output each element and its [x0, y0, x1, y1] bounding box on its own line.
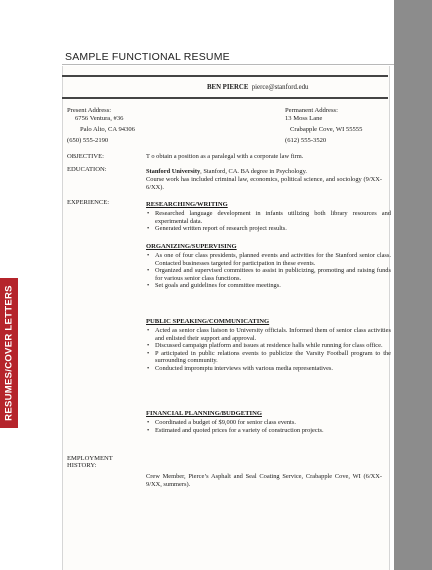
employment-label: EMPLOYMENT HISTORY:	[67, 455, 113, 470]
section-list-researching	[146, 210, 391, 233]
present-address-label: Present Address:	[67, 107, 112, 114]
category-label: RESUMES/COVER LETTERS	[3, 285, 15, 421]
experience-label: EXPERIENCE:	[67, 199, 110, 206]
header-bottom-rule	[62, 97, 388, 99]
page-title: SAMPLE FUNCTIONAL RESUME	[65, 51, 230, 63]
list-item: • Set goals and guidelines for committee meetings.	[155, 282, 391, 290]
section-title-financial: FINANCIAL PLANNING/BUDGETING	[146, 410, 262, 417]
list-item: • As one of four class presidents, planned events and activities for the Stanford senior class. Contacted businesses targeted for participation in these events.	[155, 252, 391, 267]
permanent-phone: (612) 555-3520	[285, 137, 327, 144]
objective-label: OBJECTIVE:	[67, 153, 104, 160]
employment-text: Crew Member, Pierce’s Asphalt and Seal Coating Service, Crabapple Cove, WI (6/XX-9/XX, summers).	[146, 473, 382, 488]
present-city: Palo Alto, CA 94306	[80, 126, 135, 133]
list-item: • Conducted impromptu interviews with various media representatives.	[155, 365, 391, 373]
present-phone: (650) 555-2190	[67, 137, 109, 144]
title-divider	[62, 64, 394, 65]
section-list-organizing	[146, 252, 391, 290]
section-list-public-speaking	[146, 327, 391, 372]
list-item: • Generated written report of research project results.	[155, 225, 391, 233]
section-list-financial	[146, 419, 391, 434]
permanent-address-label: Permanent Address:	[285, 107, 338, 114]
section-title-public-speaking: PUBLIC SPEAKING/COMMUNICATING	[146, 318, 270, 325]
list-item: • Coordinated a budget of $9,000 for senior class events.	[155, 419, 391, 427]
list-item: • Organized and supervised committees to assist in publicizing, promoting and raising funds for various senior class functions.	[155, 267, 391, 282]
list-item: • P articipated in public relations events to publicize the Varsity Football program to the surrounding community.	[155, 350, 391, 365]
university-name: Stanford University	[146, 168, 201, 175]
education-label: EDUCATION:	[67, 166, 107, 173]
objective-text: T o obtain a position as a paralegal with a corporate law firm.	[146, 153, 304, 160]
header-top-rule	[62, 75, 388, 77]
degree-text: , Stanford, CA. BA degree in Psychology.	[200, 168, 307, 175]
permanent-city: Crabapple Cove, WI 55555	[290, 126, 363, 133]
candidate-email: pierce@stanford.edu	[251, 84, 309, 91]
section-title-organizing: ORGANIZING/SUPERVISING	[146, 243, 237, 250]
present-street: 6756 Ventura, #36	[75, 115, 124, 122]
list-item: • Acted as senior class liaison to University officials. Informed them of senior class activities and enlisted their support and approval.	[155, 327, 391, 342]
list-item: • Researched language development in infants utilizing both library resources and experimental data.	[155, 210, 391, 225]
right-margin-bar	[394, 0, 432, 570]
education-degree	[146, 168, 382, 176]
education-courses: Course work has included criminal law, economics, political science, and sociology (9/XX-6/XX).	[146, 176, 382, 191]
list-item: • Estimated and quoted prices for a variety of construction projects.	[155, 427, 391, 435]
section-title-researching: RESEARCHING/WRITING	[146, 201, 228, 208]
candidate-name: BEN PIERCE	[207, 84, 249, 91]
list-item: • Discussed campaign platform and issues at residence halls while running for class office.	[155, 342, 391, 350]
permanent-street: 13 Moss Lane	[285, 115, 323, 122]
resume-header	[207, 84, 308, 91]
